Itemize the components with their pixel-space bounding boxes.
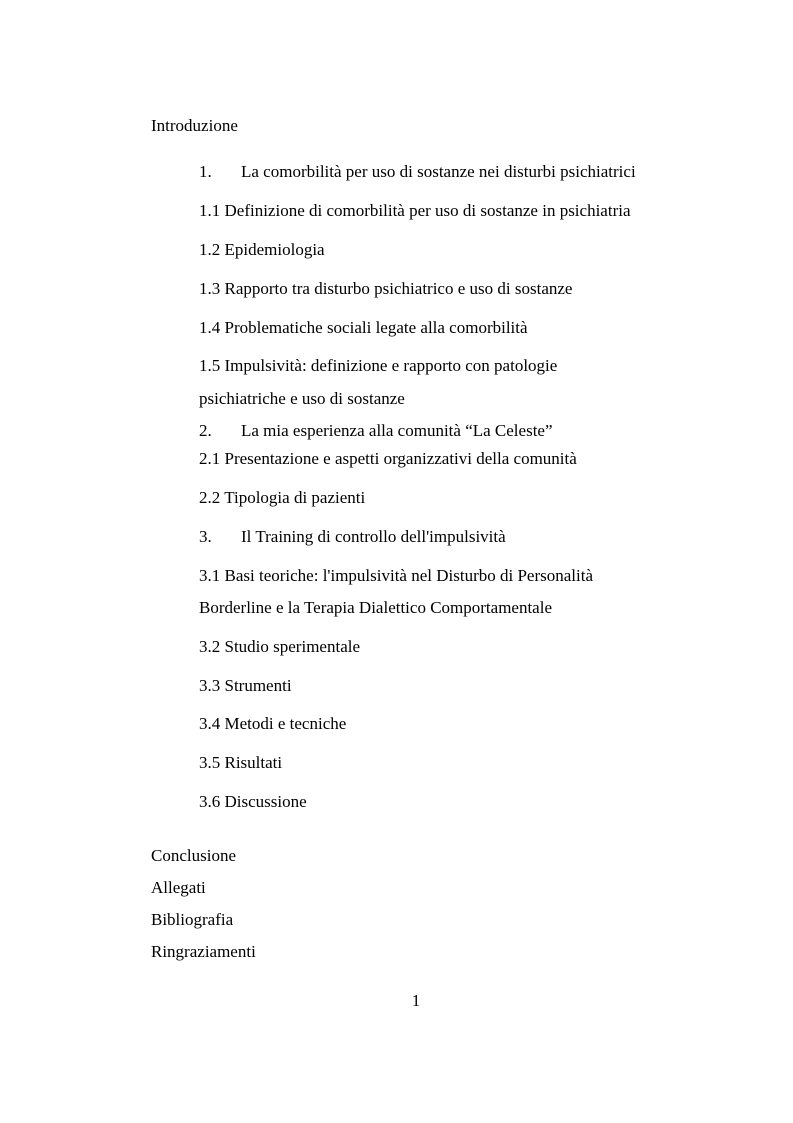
toc-section-1-5-line-1: 1.5 Impulsività: definizione e rapporto con patologie <box>199 356 558 375</box>
chapter-1-number: 1. <box>199 162 212 181</box>
toc-appendices: Allegati <box>151 878 206 897</box>
toc-section-1-3: 1.3 Rapporto tra disturbo psichiatrico e uso di sostanze <box>199 279 573 298</box>
toc-conclusion: Conclusione <box>151 846 236 865</box>
toc-chapter-2 <box>199 421 553 441</box>
toc-section-1-5-line-2: psichiatriche e uso di sostanze <box>199 389 405 408</box>
toc-acknowledgements: Ringraziamenti <box>151 942 256 961</box>
toc-section-3-4: 3.4 Metodi e tecniche <box>199 714 347 733</box>
toc-section-1-4: 1.4 Problematiche sociali legate alla comorbilità <box>199 318 528 337</box>
toc-section-1-1: 1.1 Definizione di comorbilità per uso di sostanze in psichiatria <box>199 201 631 220</box>
toc-section-2-1: 2.1 Presentazione e aspetti organizzativi della comunità <box>199 449 577 468</box>
toc-section-2-2: 2.2 Tipologia di pazienti <box>199 488 366 507</box>
toc-section-3-2: 3.2 Studio sperimentale <box>199 637 361 656</box>
toc-section-3-1-line-2: Borderline e la Terapia Dialettico Comportamentale <box>199 598 552 617</box>
chapter-3-number: 3. <box>199 527 212 546</box>
toc-section-3-6: 3.6 Discussione <box>199 792 307 811</box>
chapter-2-number: 2. <box>199 421 212 440</box>
toc-section-3-5: 3.5 Risultati <box>199 753 283 772</box>
chapter-1-title: La comorbilità per uso di sostanze nei disturbi psichiatrici <box>241 162 636 181</box>
page-number: 1 <box>411 991 421 1010</box>
chapter-2-title: La mia esperienza alla comunità “La Celeste” <box>241 421 553 440</box>
toc-section-3-3: 3.3 Strumenti <box>199 676 292 695</box>
toc-section-3-1-line-1: 3.1 Basi teoriche: l'impulsività nel Disturbo di Personalità <box>199 566 594 585</box>
toc-section-1-2: 1.2 Epidemiologia <box>199 240 325 259</box>
toc-bibliography: Bibliografia <box>151 910 234 929</box>
toc-chapter-1 <box>199 162 636 182</box>
chapter-3-title: Il Training di controllo dell'impulsività <box>241 527 506 546</box>
toc-chapter-3 <box>199 527 506 547</box>
toc-introduction: Introduzione <box>151 116 238 135</box>
